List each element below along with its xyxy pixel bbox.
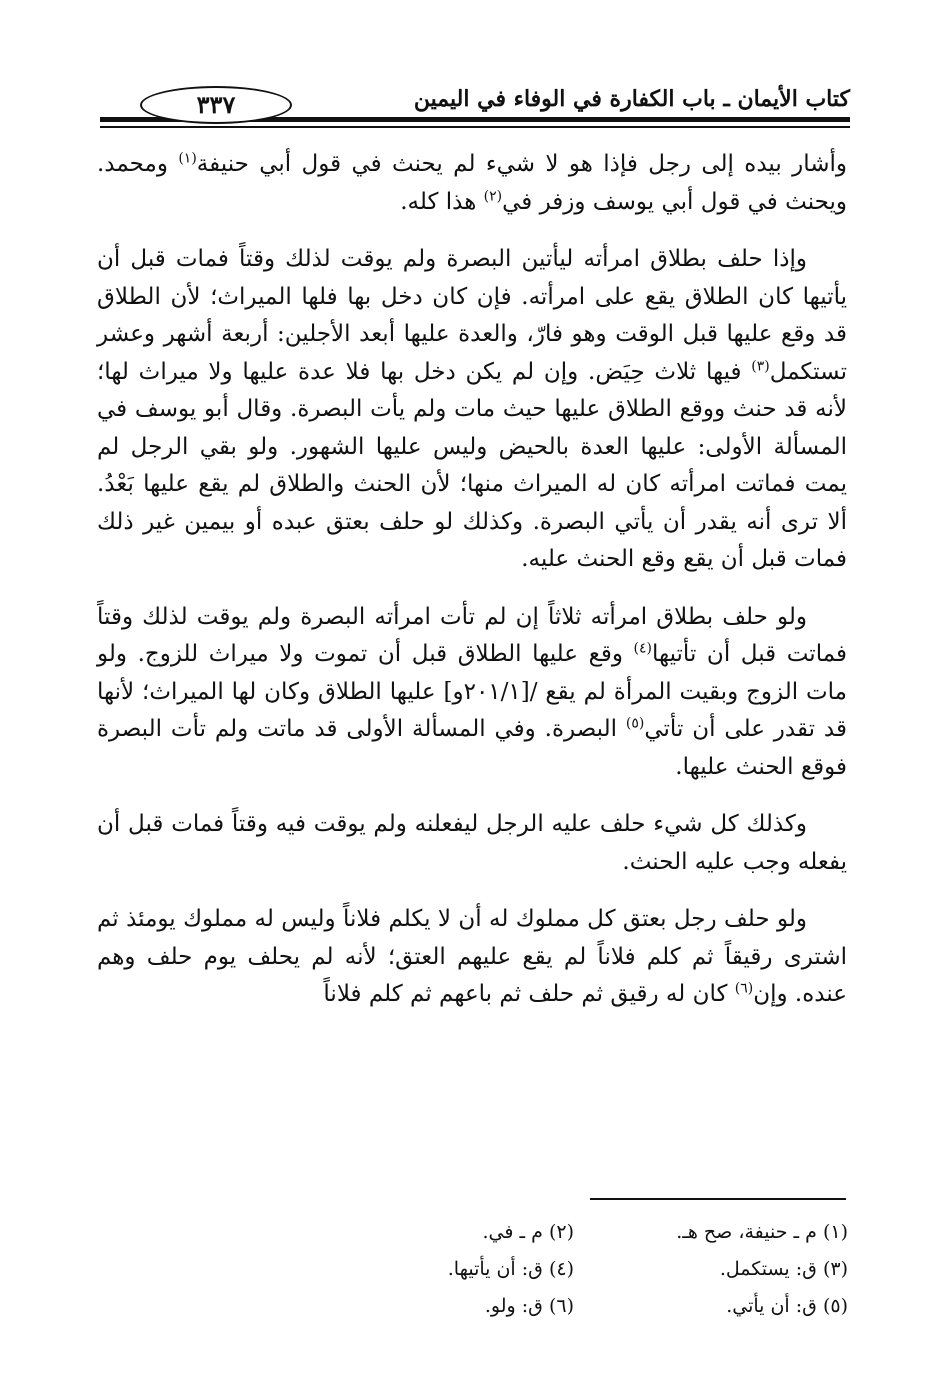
- footnote-marker: (٤): [633, 640, 652, 657]
- footnote-marker: (١): [178, 150, 197, 167]
- footnote-text: م ـ حنيفة، صح هـ.: [676, 1221, 817, 1243]
- footnote-number: (١): [822, 1221, 848, 1243]
- text-run: البصرة. وفي المسألة الأولى قد ماتت ولم تأت البصرة فوقع الحنث عليها.: [97, 716, 847, 780]
- header-rule-thin: [100, 126, 850, 128]
- footnote-text: ق: أن يأتيها.: [447, 1258, 543, 1280]
- footnote: [300, 1214, 574, 1251]
- footnote: [574, 1288, 848, 1325]
- footnote-row: [300, 1214, 848, 1251]
- text-run: ولو حلف بطلاق امرأته ثلاثاً إن لم تأت امرأته البصرة ولم يوقت لذلك وقتاً فماتت قبل أن تأتيها: [97, 603, 847, 667]
- footnote-number: (٢): [548, 1221, 574, 1243]
- paragraph: [97, 806, 847, 881]
- text-run: ولو حلف رجل بعتق كل مملوك له أن لا يكلم فلاناً وليس له مملوك يومئذ ثم اشترى رقيقاً ثم كلم فلاناً لم يقع عليهم العتق؛ لأنه لم يحلف يوم حلف وهم عنده. وإن: [97, 906, 847, 1007]
- footnote-separator: [590, 1198, 846, 1200]
- footnote-marker: (٣): [751, 357, 770, 374]
- main-text: [97, 146, 847, 1034]
- footnote-number: (٣): [822, 1258, 848, 1280]
- text-run: ومحمد. ويحنث في قول أبي يوسف وزفر في: [97, 151, 847, 215]
- text-run: كان له رقيق ثم حلف ثم باعهم ثم كلم فلاناً: [323, 981, 735, 1007]
- footnote-marker: (٥): [625, 715, 645, 732]
- text-run: فيها ثلاث حِيَض. وإن لم يكن دخل بها فلا عدة عليها ولا ميراث لها؛ لأنه قد حنث ووقع الطلاق عليها حيث مات ولم يأت البصرة. وقال أبو يوسف في المسألة الأولى: عليها العدة بالحيض وليس عليها الشهور. ولو بقي الرجل لم يمت فماتت امرأته كان له الميراث منها؛ لأن الحنث والطلاق لم يقع عليها بَعْدُ. ألا ترى أنه يقدر أن يأتي البصرة. وكذلك لو حلف بعتق عبده أو بيمين غير ذلك فمات قبل أن يقع وقع الحنث عليه.: [97, 358, 847, 572]
- text-run: وقع عليها الطلاق قبل أن تموت ولا ميراث للزوج. ولو مات الزوج وبقيت المرأة لم يقع /[٢٠١/١و] عليها الطلاق وكان لها الميراث؛ لأنها قد تقدر على أن تأتي: [97, 641, 847, 742]
- page-number-badge: ٣٣٧: [140, 86, 292, 124]
- page-header: [100, 80, 850, 130]
- footnote: [574, 1214, 848, 1251]
- footnote-number: (٤): [548, 1258, 574, 1280]
- paragraph: [97, 599, 847, 787]
- footnote-text: ق: أن يأتي.: [726, 1295, 817, 1317]
- footnote-text: ق: يستكمل.: [719, 1258, 817, 1280]
- footnote: [300, 1251, 574, 1288]
- footnote-row: [300, 1251, 848, 1288]
- paragraph: [97, 146, 847, 221]
- footnote-number: (٦): [548, 1295, 574, 1317]
- text-run: وإذا حلف بطلاق امرأته ليأتين البصرة ولم يوقت لذلك وقتاً فمات قبل أن يأتيها كان الطلاق يقع على امرأته. فإن كان دخل بها فلها الميراث؛ لأن الطلاق قد وقع عليها قبل الوقت وهو فارّ، والعدة عليها أبعد الأجلين: أربعة أشهر وعشر تستكمل: [97, 246, 847, 385]
- footnote-row: [300, 1288, 848, 1325]
- text-run: هذا كله.: [400, 188, 484, 215]
- footnote-text: ق: ولو.: [484, 1295, 543, 1317]
- footnote-text: م ـ في.: [482, 1221, 543, 1243]
- footnote-number: (٥): [822, 1295, 848, 1317]
- running-title: كتاب الأيمان ـ باب الكفارة في الوفاء في اليمين: [413, 86, 850, 112]
- text-run: وأشار بيده إلى رجل فإذا هو لا شيء لم يحنث في قول أبي حنيفة: [196, 151, 848, 177]
- footnote-marker: (٢): [483, 187, 503, 204]
- footnote-marker: (٦): [734, 980, 754, 997]
- footnotes: [300, 1214, 848, 1325]
- text-run: وكذلك كل شيء حلف عليه الرجل ليفعلنه ولم يوقت فيه وقتاً فمات قبل أن يفعله وجب عليه الحنث.: [97, 811, 847, 875]
- footnote: [300, 1288, 574, 1325]
- paragraph: [97, 241, 847, 579]
- paragraph: [97, 901, 847, 1014]
- footnote: [574, 1251, 848, 1288]
